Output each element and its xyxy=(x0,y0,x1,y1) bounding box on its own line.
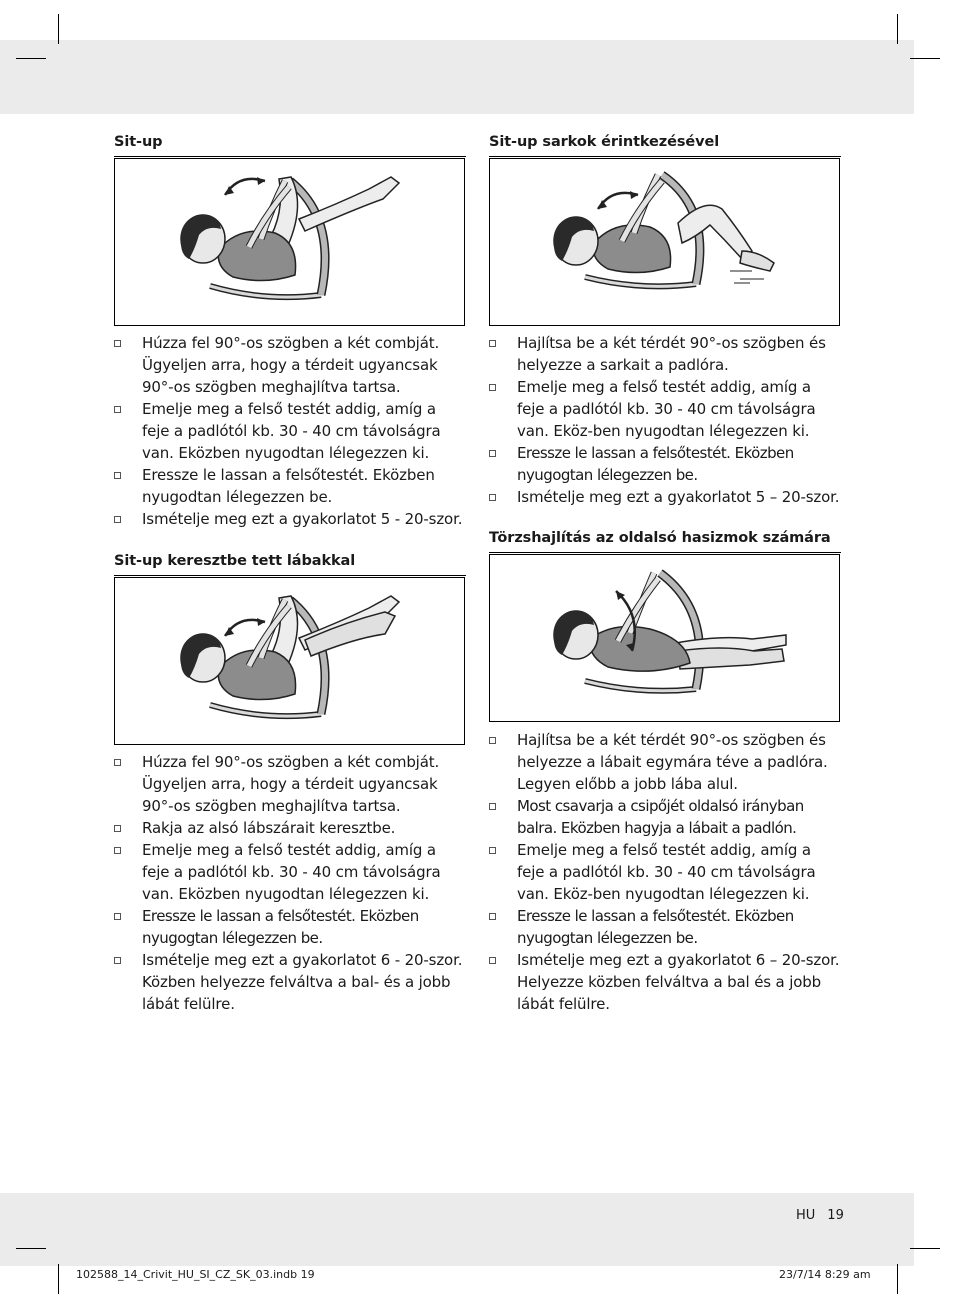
section-title-oblique: Törzshajlítás az oldalsó hasizmok számára xyxy=(489,530,831,546)
steps-list-heel-touch xyxy=(489,332,841,508)
checkbox-bullet-icon xyxy=(114,472,121,479)
list-item: Ismételje meg ezt a gyakorlatot 5 - 20-szor. xyxy=(114,508,466,530)
checkbox-bullet-icon xyxy=(489,913,496,920)
checkbox-bullet-icon xyxy=(489,494,496,501)
section-rule xyxy=(114,156,466,157)
list-item: Rakja az alsó lábszárait keresztbe. xyxy=(114,817,466,839)
steps-list-sit-up xyxy=(114,332,466,530)
exercise-illustration xyxy=(490,555,839,721)
list-item: Eressze le lassan a felsőtestét. Eközben nyugogtan lélegezzen be. xyxy=(489,442,841,486)
footer-band xyxy=(0,1193,914,1266)
section-rule xyxy=(489,552,841,553)
checkbox-bullet-icon xyxy=(489,384,496,391)
checkbox-bullet-icon xyxy=(489,450,496,457)
print-slug-file: 102588_14_Crivit_HU_SI_CZ_SK_03.indb 19 xyxy=(76,1268,315,1281)
checkbox-bullet-icon xyxy=(114,957,121,964)
checkbox-bullet-icon xyxy=(114,516,121,523)
checkbox-bullet-icon xyxy=(489,957,496,964)
list-item: Hajlítsa be a két térdét 90°-os szögben és helyezze a sarkait a padlóra. xyxy=(489,332,841,376)
figure-sit-up xyxy=(114,158,465,326)
checkbox-bullet-icon xyxy=(489,340,496,347)
page-footer xyxy=(796,1208,844,1223)
steps-list-crossed-legs xyxy=(114,751,466,1015)
exercise-illustration xyxy=(115,159,464,325)
section-rule xyxy=(489,156,841,157)
list-item: Ismételje meg ezt a gyakorlatot 5 – 20-szor. xyxy=(489,486,841,508)
checkbox-bullet-icon xyxy=(114,759,121,766)
list-item: Most csavarja a csipőjét oldalsó irányban balra. Eközben hagyja a lábait a padlón. xyxy=(489,795,841,839)
figure-oblique xyxy=(489,554,840,722)
section-title-heel-touch: Sit-up sarkok érintkezésével xyxy=(489,134,720,150)
section-title-sit-up: Sit-up xyxy=(114,134,163,150)
figure-heel-touch xyxy=(489,158,840,326)
checkbox-bullet-icon xyxy=(489,847,496,854)
checkbox-bullet-icon xyxy=(114,825,121,832)
language-code: HU xyxy=(796,1208,816,1223)
section-title-crossed-legs: Sit-up keresztbe tett lábakkal xyxy=(114,553,356,569)
steps-list-oblique xyxy=(489,729,841,1015)
checkbox-bullet-icon xyxy=(114,406,121,413)
list-item: Eressze le lassan a felsőtestét. Eközben nyugogtan lélegezzen be. xyxy=(489,905,841,949)
list-item: Húzza fel 90°-os szögben a két combját. Ügyeljen arra, hogy a térdeit ugyancsak 90°-os szögben meghajlítva tartsa. xyxy=(114,751,466,817)
print-slug-date: 23/7/14 8:29 am xyxy=(779,1268,871,1281)
exercise-illustration xyxy=(115,578,464,744)
list-item: Húzza fel 90°-os szögben a két combját. Ügyeljen arra, hogy a térdeit ugyancsak 90°-os szögben meghajlítva tartsa. xyxy=(114,332,466,398)
exercise-illustration xyxy=(490,159,839,325)
list-item: Emelje meg a felső testét addig, amíg a feje a padlótól kb. 30 - 40 cm távolságra van. Eközben nyugodtan lélegezzen ki. xyxy=(114,839,466,905)
page-number: 19 xyxy=(827,1208,844,1223)
checkbox-bullet-icon xyxy=(489,737,496,744)
checkbox-bullet-icon xyxy=(114,340,121,347)
checkbox-bullet-icon xyxy=(114,847,121,854)
list-item: Ismételje meg ezt a gyakorlatot 6 – 20-szor. Helyezze közben felváltva a bal és a jobb lábát felülre. xyxy=(489,949,841,1015)
checkbox-bullet-icon xyxy=(489,803,496,810)
list-item: Eressze le lassan a felsőtestét. Eközben nyugodtan lélegezzen be. xyxy=(114,464,466,508)
checkbox-bullet-icon xyxy=(114,913,121,920)
figure-crossed-legs xyxy=(114,577,465,745)
list-item: Emelje meg a felső testét addig, amíg a feje a padlótól kb. 30 - 40 cm távolságra van. Eközben nyugodtan lélegezzen ki. xyxy=(114,398,466,464)
list-item: Hajlítsa be a két térdét 90°-os szögben és helyezze a lábait egymára téve a padlóra. Legyen előbb a jobb lába alul. xyxy=(489,729,841,795)
section-rule xyxy=(114,575,466,576)
list-item: Eressze le lassan a felsőtestét. Eközben nyugogtan lélegezzen be. xyxy=(114,905,466,949)
list-item: Emelje meg a felső testét addig, amíg a feje a padlótól kb. 30 - 40 cm távolságra van. Eköz-ben nyugodtan lélegezzen ki. xyxy=(489,376,841,442)
list-item: Emelje meg a felső testét addig, amíg a feje a padlótól kb. 30 - 40 cm távolságra van. Eköz-ben nyugodtan lélegezzen ki. xyxy=(489,839,841,905)
list-item: Ismételje meg ezt a gyakorlatot 6 - 20-szor. Közben helyezze felváltva a bal- és a jobb lábát felülre. xyxy=(114,949,466,1015)
header-band xyxy=(0,40,914,114)
